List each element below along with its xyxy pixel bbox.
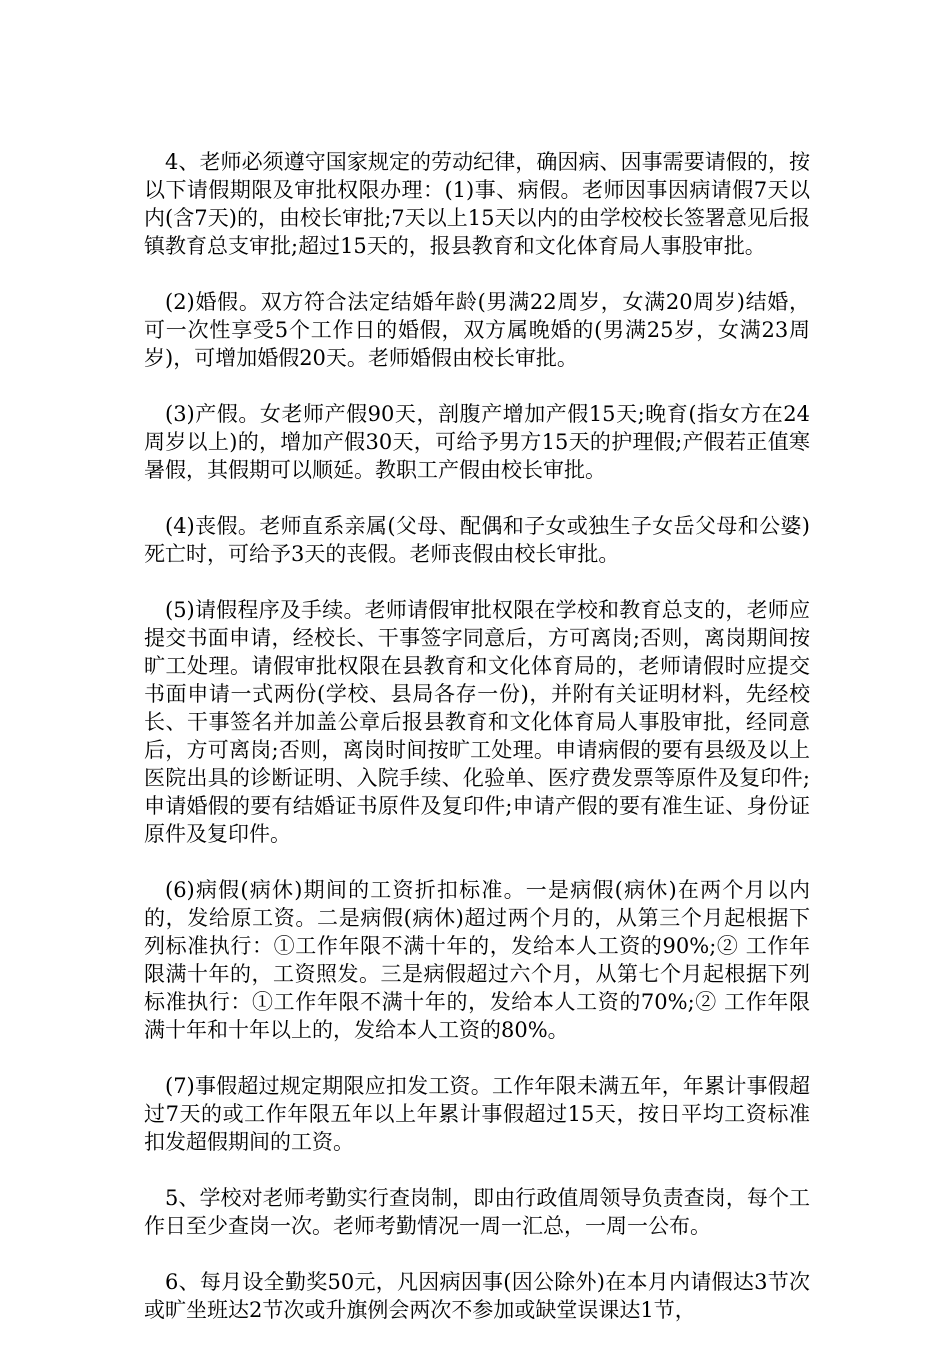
paragraph-leave-procedure: (5)请假程序及手续。老师请假审批权限在学校和教育总支的，老师应提交书面申请，经校长、干事签字同意后，方可离岗;否则，离岗期间按旷工处理。请假审批权限在县教育和文化体育局的，老师请假时应提交书面申请一式两份(学校、县局各存一份)，并附有关证明材料，先经校长、干事签名并加盖公章后报县教育和文化体育局人事股审批，经同意后，方可离岗;否则，离岗时间按旷工处理。申请病假的要有县级及以上医院出具的诊断证明、入院手续、化验单、医疗费发票等原件及复印件;申请婚假的要有结婚证书原件及复印件;申请产假的要有准生证、身份证原件及复印件。 (144, 598, 810, 846)
paragraph-maternity-leave: (3)产假。女老师产假90天，剖腹产增加产假15天;晚育(指女方在24周岁以上)的，增加产假30天，可给予男方15天的护理假;产假若正值寒暑假，其假期可以顺延。教职工产假由校长审批。 (144, 402, 810, 482)
paragraph-attendance-check: 5、学校对老师考勤实行查岗制，即由行政值周领导负责查岗，每个工作日至少查岗一次。老师考勤情况一周一汇总，一周一公布。 (144, 1186, 810, 1238)
paragraph-personal-leave-deduction: (7)事假超过规定期限应扣发工资。工作年限未满五年，年累计事假超过7天的或工作年限五年以上年累计事假超过15天，按日平均工资标准扣发超假期间的工资。 (144, 1074, 810, 1154)
paragraph-marriage-leave: (2)婚假。双方符合法定结婚年龄(男满22周岁，女满20周岁)结婚，可一次性享受5个工作日的婚假，双方属晚婚的(男满25岁，女满23周岁)，可增加婚假20天。老师婚假由校长审批。 (144, 290, 810, 370)
document-body (144, 148, 810, 1352)
paragraph-sick-personal-leave: 4、老师必须遵守国家规定的劳动纪律，确因病、因事需要请假的，按以下请假期限及审批权限办理：(1)事、病假。老师因事因病请假7天以内(含7天)的，由校长审批;7天以上15天以内的由学校校长签署意见后报镇教育总支审批;超过15天的，报县教育和文化体育局人事股审批。 (144, 150, 810, 258)
paragraph-bereavement-leave: (4)丧假。老师直系亲属(父母、配偶和子女或独生子女岳父母和公婆)死亡时，可给予3天的丧假。老师丧假由校长审批。 (144, 514, 810, 566)
paragraph-attendance-bonus: 6、每月设全勤奖50元，凡因病因事(因公除外)在本月内请假达3节次或旷坐班达2节次或升旗例会两次不参加或缺堂误课达1节， (144, 1270, 810, 1322)
paragraph-sick-pay-standard: (6)病假(病休)期间的工资折扣标准。一是病假(病休)在两个月以内的，发给原工资。二是病假(病休)超过两个月的，从第三个月起根据下列标准执行：①工作年限不满十年的，发给本人工资的90%;② 工作年限满十年的，工资照发。三是病假超过六个月，从第七个月起根据下列标准执行：①工作年限不满十年的，发给本人工资的70%;② 工作年限满十年和十年以上的，发给本人工资的80%。 (144, 878, 810, 1042)
